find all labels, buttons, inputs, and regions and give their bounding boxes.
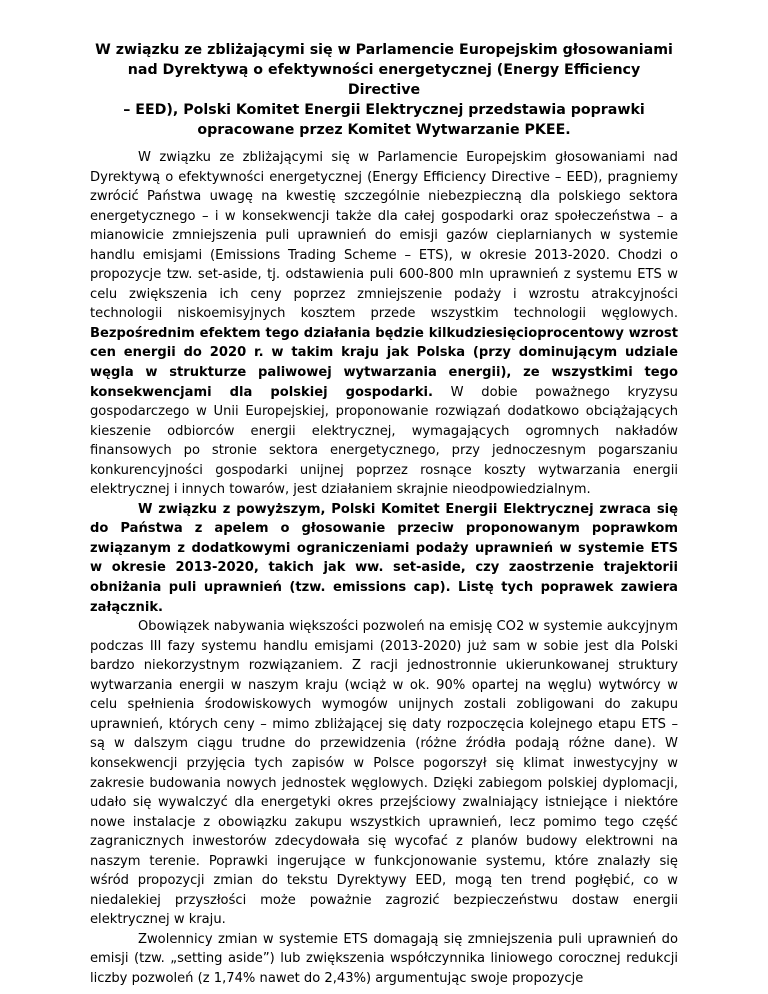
- paragraph-text: W związku ze zbliżającymi się w Parlamencie Europejskim głosowaniami nad Dyrektywą o efektywności energetycznej (Energy Efficiency Directive – EED), pragniemy zwrócić Państwa uwagę na kwestię szczególnie niebezpieczną dla polskiego sektora energetycznego – i w konsekwencji także dla całej gospodarki oraz społeczeństwa – a mianowicie zmniejszenia puli uprawnień do emisji gazów cieplarnianych w systemie handlu emisjami (Emissions Trading Scheme – ETS), w okresie 2013-2020. Chodzi o propozycje tzw. set-aside, tj. odstawienia puli 600-800 mln uprawnień z systemu ETS w celu zwiększenia ich ceny poprzez zmniejszenie podaży i wzrostu atrakcyjności technologii niskoemisyjnych kosztem przede wszystkim technologii węglowych.: [90, 150, 678, 322]
- paragraph-obligation: [90, 617, 678, 930]
- document-body: [90, 148, 678, 989]
- title-line: – EED), Polski Komitet Energii Elektrycznej przedstawia poprawki: [123, 102, 645, 118]
- paragraph-emphasis: W związku z powyższym, Polski Komitet Energii Elektrycznej zwraca się do Państwa z apelem o głosowanie przeciw proponowanym poprawkom związanym z dodatkowymi ograniczeniami podaży uprawnień w systemie ETS w okresie 2013-2020, takich jak ww. set-aside, czy zaostrzenie trajektorii obniżania puli uprawnień (tzw. emissions cap). Listę tych poprawek zawiera załącznik.: [90, 501, 678, 615]
- paragraph-emphasis: Bezpośrednim efektem tego działania będzie kilkudziesięcioprocentowy wzrost cen energii do 2020 r. w takim kraju jak Polska (przy dominującym udziale węgla w strukturze paliwowej wytwarzania energii), ze wszystkimi tego konsekwencjami dla polskiej gospodarki.: [90, 325, 678, 400]
- document-title: [90, 40, 678, 140]
- paragraph-text: W dobie poważnego kryzysu gospodarczego w Unii Europejskiej, proponowanie rozwiązań dodatkowo obciążających kieszenie odbiorców energii elektrycznej, wymagających ogromnych nakładów finansowych po stronie sektora energetycznego, przy jednoczesnym pogarszaniu konkurencyjności gospodarki unijnej poprzez rosnące koszty wytwarzania energii elektrycznej i innych towarów, jest działaniem skrajnie nieodpowiedzialnym.: [90, 384, 678, 498]
- paragraph-intro: [90, 148, 678, 500]
- title-line: W związku ze zbliżającymi się w Parlamencie Europejskim głosowaniami: [95, 42, 673, 58]
- paragraph-supporters: [90, 930, 678, 989]
- paragraph-appeal: [90, 500, 678, 617]
- paragraph-text: Obowiązek nabywania większości pozwoleń na emisję CO2 w systemie aukcyjnym podczas III fazy systemu handlu emisjami (2013-2020) już sam w sobie jest dla Polski bardzo niekorzystnym rozwiązaniem. Z racji jednostronnie ukierunkowanej struktury wytwarzania energii w naszym kraju (wciąż w ok. 90% opartej na węglu) wytwórcy w celu spełnienia środowiskowych wymogów unijnych zostali zobligowani do zakupu uprawnień, których ceny – mimo zbliżającej się daty rozpoczęcia kolejnego etapu ETS – są w dalszym ciągu trudne do przewidzenia (różne źródła podają różne dane). W konsekwencji przyjęcia tych zapisów w Polsce pogorszył się klimat inwestycyjny w zakresie budowania nowych jednostek węglowych. Dzięki zabiegom polskiej dyplomacji, udało się wywalczyć dla energetyki okres przejściowy zwalniający istniejące i niektóre nowe instalacje z obowiązku zakupu wszystkich uprawnień, lecz pomimo tego część zagranicznych inwestorów zdecydowała się wycofać z planów budowy elektrowni na naszym terenie. Poprawki ingerujące w funkcjonowanie systemu, które znalazły się wśród propozycji zmian do tekstu Dyrektywy EED, mogą ten trend pogłębić, co w niedalekiej przyszłości może poważnie zagrozić bezpieczeństwu dostaw energii elektrycznej w kraju.: [90, 619, 678, 928]
- title-line: nad Dyrektywą o efektywności energetycznej (Energy Efficiency Directive: [127, 62, 641, 98]
- title-line: opracowane przez Komitet Wytwarzanie PKEE.: [197, 122, 571, 138]
- paragraph-text: Zwolennicy zmian w systemie ETS domagają się zmniejszenia puli uprawnień do emisji (tzw. „setting aside”) lub zwiększenia współczynnika liniowego corocznej redukcji liczby pozwoleń (z 1,74% nawet do 2,43%) argumentując swoje propozycje: [90, 931, 678, 986]
